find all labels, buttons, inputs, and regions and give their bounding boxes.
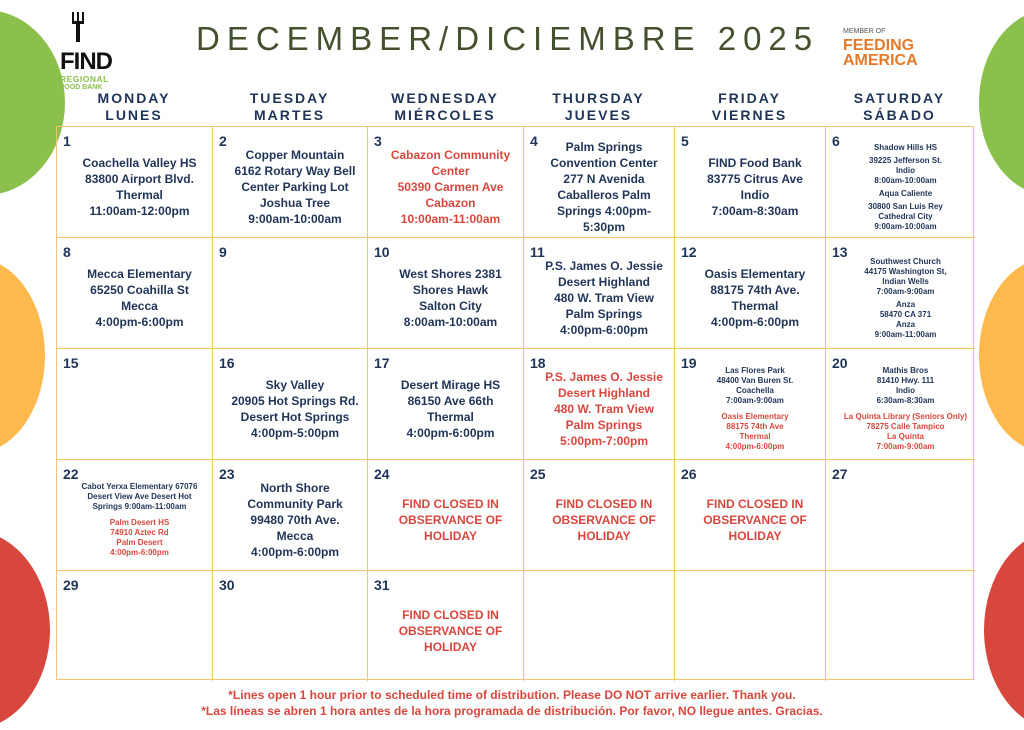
event-line: Desert Hot Springs <box>240 410 350 424</box>
day-cell <box>524 349 675 460</box>
event-line: Mecca Elementary <box>87 267 192 281</box>
event-line: 4:00pm-6:00pm <box>250 545 340 559</box>
event-line: Coachella Valley HS <box>82 156 197 170</box>
event-line: Palm Desert <box>116 538 163 547</box>
event-details <box>842 363 969 455</box>
fork-icon <box>72 12 84 42</box>
event-line: OBSERVANCE OF <box>398 513 503 527</box>
event-line: Anza <box>895 319 916 329</box>
day-cell <box>524 460 675 571</box>
weekday-english: TUESDAY <box>249 90 330 106</box>
event-line: 30800 San Luis Rey <box>868 201 943 211</box>
day-number: 9 <box>219 244 227 260</box>
weekday-spanish: VIERNES <box>711 107 788 123</box>
day-number: 24 <box>374 466 390 482</box>
day-cell <box>826 238 975 349</box>
event-details <box>384 474 517 566</box>
day-number: 12 <box>681 244 697 260</box>
event-line: FIND Food Bank <box>708 156 802 170</box>
event-line: 78275 Calle Tampico <box>866 422 945 431</box>
footer-note-en: *Lines open 1 hour prior to scheduled time of distribution. Please DO NOT arrive earlier. Thank you. <box>228 688 796 702</box>
event-line: 83775 Citrus Ave <box>707 172 803 186</box>
event-line: 74910 Aztec Rd <box>110 528 169 537</box>
event-line: 58470 CA 371 <box>879 309 932 319</box>
event-line: Community Park <box>247 497 343 511</box>
event-line: Aqua Caliente <box>878 188 933 198</box>
day-cell <box>57 349 213 460</box>
event-line: Mecca <box>121 299 158 313</box>
day-cell <box>826 127 975 238</box>
event-line: OBSERVANCE OF <box>552 513 656 527</box>
event-line: FIND CLOSED IN <box>555 497 653 511</box>
event-line: Salton City <box>419 299 482 313</box>
day-number: 8 <box>63 244 71 260</box>
fa-feeding-text: FEEDING <box>843 37 915 54</box>
event-details <box>691 474 819 566</box>
event-line: 4:00pm-6:00pm <box>110 548 169 557</box>
event-details <box>842 141 969 233</box>
weekday-english: MONDAY <box>97 90 171 106</box>
event-line: Cabot Yerxa Elementary 67076 <box>81 482 198 491</box>
fa-america-text: AMERICA <box>843 52 918 69</box>
event-line: Coachella <box>736 386 774 395</box>
day-number: 13 <box>832 244 848 260</box>
event-line: North Shore <box>260 481 330 495</box>
day-number: 23 <box>219 466 235 482</box>
event-line: 50390 Carmen Ave <box>397 180 504 194</box>
event-line: HOLIDAY <box>728 529 782 543</box>
day-number: 16 <box>219 355 235 371</box>
day-cell <box>524 571 675 681</box>
event-details <box>229 363 361 455</box>
event-line: 4:00pm-6:00pm <box>406 426 495 440</box>
event-line: 9:00am-10:00am <box>248 212 342 226</box>
event-line: HOLIDAY <box>424 640 477 654</box>
event-details <box>73 141 206 233</box>
event-line: 7:00am-9:00am <box>876 286 935 296</box>
day-cell <box>213 349 368 460</box>
day-cell <box>368 127 524 238</box>
event-line: Las Flores Park <box>725 366 785 375</box>
weekday-spanish: LUNES <box>105 107 163 123</box>
event-line: Mecca <box>276 529 314 543</box>
event-line: Desert View Ave Desert Hot <box>87 492 192 501</box>
event-line: Palm Springs <box>565 307 643 321</box>
event-line: Center Parking Lot <box>241 180 349 194</box>
event-details <box>691 252 819 344</box>
day-number: 6 <box>832 133 840 149</box>
event-line: Sky Valley <box>265 378 325 392</box>
event-line: 277 N Avenida <box>563 172 645 186</box>
event-line: Anza <box>895 299 916 309</box>
weekday-english: WEDNESDAY <box>391 90 499 106</box>
day-cell <box>826 460 975 571</box>
event-line: 4:00pm-6:00pm <box>710 315 800 329</box>
event-line: OBSERVANCE OF <box>703 513 807 527</box>
weekday-english: THURSDAY <box>552 90 645 106</box>
event-details <box>691 141 819 233</box>
event-line: 480 W. Tram View <box>554 402 654 416</box>
fa-member-text: MEMBER OF <box>843 28 886 35</box>
day-number: 29 <box>63 577 79 593</box>
weekday-header <box>212 90 367 124</box>
event-line: Copper Mountain <box>245 148 345 162</box>
day-number: 20 <box>832 355 848 371</box>
event-details <box>842 252 969 344</box>
event-line: FIND CLOSED IN <box>706 497 804 511</box>
event-line: 6:30am-8:30am <box>876 396 935 405</box>
event-line: 48400 Van Buren St. <box>716 376 794 385</box>
weekday-header <box>825 90 974 124</box>
event-line: 4:00pm-6:00pm <box>725 442 785 451</box>
event-line: Center <box>431 164 470 178</box>
day-cell <box>213 127 368 238</box>
event-line: Caballeros Palm <box>557 188 651 202</box>
event-line: 39225 Jefferson St. <box>869 155 942 165</box>
decorative-circle-orange-right <box>979 258 1024 453</box>
event-line: La Quinta <box>887 432 924 441</box>
weekday-header <box>523 90 674 124</box>
event-line: 4:00pm-5:00pm <box>250 426 340 440</box>
day-number: 30 <box>219 577 235 593</box>
event-line: 4:00pm-6:00pm <box>95 315 184 329</box>
event-line: P.S. James O. Jessie <box>545 370 663 384</box>
event-line: HOLIDAY <box>577 529 631 543</box>
footer-note-es: *Las líneas se abren 1 hora antes de la hora programada de distribución. Por favor, NO llegue antes. Gracias. <box>201 704 823 718</box>
day-number: 25 <box>530 466 546 482</box>
day-number: 3 <box>374 133 382 149</box>
day-cell <box>826 571 975 681</box>
day-number: 1 <box>63 133 71 149</box>
event-line: 99480 70th Ave. <box>250 513 340 527</box>
day-cell <box>524 238 675 349</box>
event-line: 8:00am-10:00am <box>403 315 498 329</box>
event-line: Indio <box>895 165 916 175</box>
day-cell <box>213 238 368 349</box>
event-line: Indio <box>895 386 916 395</box>
find-logo-line2: FOOD BANK <box>60 84 103 91</box>
event-line: Cabazon <box>425 196 476 210</box>
day-number: 10 <box>374 244 390 260</box>
event-line: West Shores 2381 <box>399 267 502 281</box>
weekday-english: FRIDAY <box>718 90 781 106</box>
weekday-header <box>367 90 523 124</box>
event-line: Thermal <box>427 410 474 424</box>
day-number: 5 <box>681 133 689 149</box>
event-line: 7:00am-8:30am <box>711 204 799 218</box>
day-cell <box>675 127 826 238</box>
find-logo <box>58 12 124 91</box>
event-details <box>540 141 668 233</box>
event-line: 81410 Hwy. 111 <box>876 376 935 385</box>
event-line: FIND CLOSED IN <box>402 497 499 511</box>
event-line: Shores Hawk <box>412 283 489 297</box>
event-line: HOLIDAY <box>424 529 477 543</box>
event-details <box>540 474 668 566</box>
event-line: Palm Desert HS <box>109 518 170 527</box>
day-cell <box>368 238 524 349</box>
event-line: 480 W. Tram View <box>554 291 654 305</box>
weekday-english: SATURDAY <box>853 90 946 106</box>
event-line: 88175 74th Ave <box>726 422 784 431</box>
day-number: 19 <box>681 355 697 371</box>
event-details <box>384 363 517 455</box>
event-line: 88175 74th Ave. <box>710 283 800 297</box>
weekday-header <box>674 90 825 124</box>
event-line: Shadow Hills HS <box>873 142 938 152</box>
weekday-spanish: SÁBADO <box>863 107 936 123</box>
weekday-spanish: MIÉRCOLES <box>394 107 496 123</box>
event-details <box>384 585 517 677</box>
weekday-header <box>56 90 212 124</box>
day-cell <box>57 460 213 571</box>
event-line: 9:00am-11:00am <box>874 329 937 339</box>
page-title: DECEMBER/DICIEMBRE 2025 <box>196 20 820 57</box>
day-cell <box>675 349 826 460</box>
event-line: 6162 Rotary Way Bell <box>234 164 356 178</box>
event-line: Oasis Elementary <box>721 412 789 421</box>
feeding-america-logo <box>843 28 953 73</box>
day-number: 26 <box>681 466 697 482</box>
event-line: 7:00am-9:00am <box>726 396 784 405</box>
event-line: Indio <box>740 188 770 202</box>
day-cell <box>57 238 213 349</box>
event-line: Springs 9:00am-11:00am <box>92 502 187 511</box>
event-line: Desert Mirage HS <box>400 378 501 392</box>
decorative-circle-orange-left <box>0 258 45 453</box>
event-details <box>384 141 517 233</box>
day-number: 31 <box>374 577 390 593</box>
event-line: 5:00pm-7:00pm <box>559 434 649 448</box>
day-number: 27 <box>832 466 848 482</box>
event-line: FIND CLOSED IN <box>402 608 499 622</box>
day-cell <box>368 349 524 460</box>
event-line: OBSERVANCE OF <box>398 624 503 638</box>
event-details <box>691 363 819 455</box>
event-line: 5:30pm <box>582 220 626 234</box>
event-line: Cabazon Community <box>390 148 511 162</box>
event-line: Springs 4:00pm- <box>556 204 652 218</box>
calendar-grid <box>56 126 974 680</box>
weekday-spanish: JUEVES <box>564 107 633 123</box>
event-line: 11:00am-12:00pm <box>89 204 190 218</box>
event-line: Thermal <box>731 299 779 313</box>
day-number: 2 <box>219 133 227 149</box>
day-cell <box>524 127 675 238</box>
day-cell <box>675 460 826 571</box>
event-line: Thermal <box>739 432 771 441</box>
event-line: Joshua Tree <box>259 196 331 210</box>
day-cell <box>826 349 975 460</box>
event-line: Oasis Elementary <box>704 267 806 281</box>
event-line: 7:00am-9:00am <box>876 442 935 451</box>
event-line: 8:00am-10:00am <box>874 175 937 185</box>
day-cell <box>368 571 524 681</box>
event-line: P.S. James O. Jessie <box>545 259 663 273</box>
event-line: La Quinta Library (Seniors Only) <box>843 412 968 421</box>
event-line: 9:00am-10:00am <box>874 221 937 231</box>
event-line: 44175 Washington St, <box>864 266 947 276</box>
event-details <box>73 252 206 344</box>
event-details <box>229 141 361 233</box>
find-logo-line1: REGIONAL <box>60 74 109 84</box>
day-cell <box>213 460 368 571</box>
day-cell <box>675 571 826 681</box>
day-cell <box>57 127 213 238</box>
event-line: 86150 Ave 66th <box>407 394 494 408</box>
find-logo-word: FIND <box>60 48 112 75</box>
day-number: 11 <box>530 244 545 260</box>
event-line: Thermal <box>116 188 163 202</box>
day-number: 22 <box>63 466 79 482</box>
event-details <box>540 363 668 455</box>
event-line: 10:00am-11:00am <box>400 212 501 226</box>
day-number: 17 <box>374 355 390 371</box>
event-details <box>73 474 206 566</box>
event-details <box>229 474 361 566</box>
day-cell <box>213 571 368 681</box>
day-number: 4 <box>530 133 538 149</box>
event-details <box>540 252 668 344</box>
event-line: Desert Highland <box>557 386 650 400</box>
event-line: Indian Wells <box>882 276 929 286</box>
event-line: 65250 Coahilla St <box>90 283 189 297</box>
event-line: Palm Springs <box>565 418 643 432</box>
event-line: Cathedral City <box>878 211 933 221</box>
event-line: Palm Springs <box>565 140 643 154</box>
event-line: 4:00pm-6:00pm <box>559 323 649 337</box>
decorative-circle-green-right <box>979 10 1024 195</box>
day-cell <box>675 238 826 349</box>
event-line: 83800 Airport Blvd. <box>85 172 194 186</box>
day-number: 18 <box>530 355 546 371</box>
event-details <box>384 252 517 344</box>
day-cell <box>57 571 213 681</box>
event-line: Southwest Church <box>870 256 941 266</box>
event-line: Convention Center <box>550 156 658 170</box>
event-line: Mathis Bros <box>882 366 929 375</box>
event-line: 20905 Hot Springs Rd. <box>231 394 359 408</box>
day-cell <box>368 460 524 571</box>
weekday-spanish: MARTES <box>253 107 326 123</box>
event-line: Desert Highland <box>557 275 650 289</box>
day-number: 15 <box>63 355 79 371</box>
